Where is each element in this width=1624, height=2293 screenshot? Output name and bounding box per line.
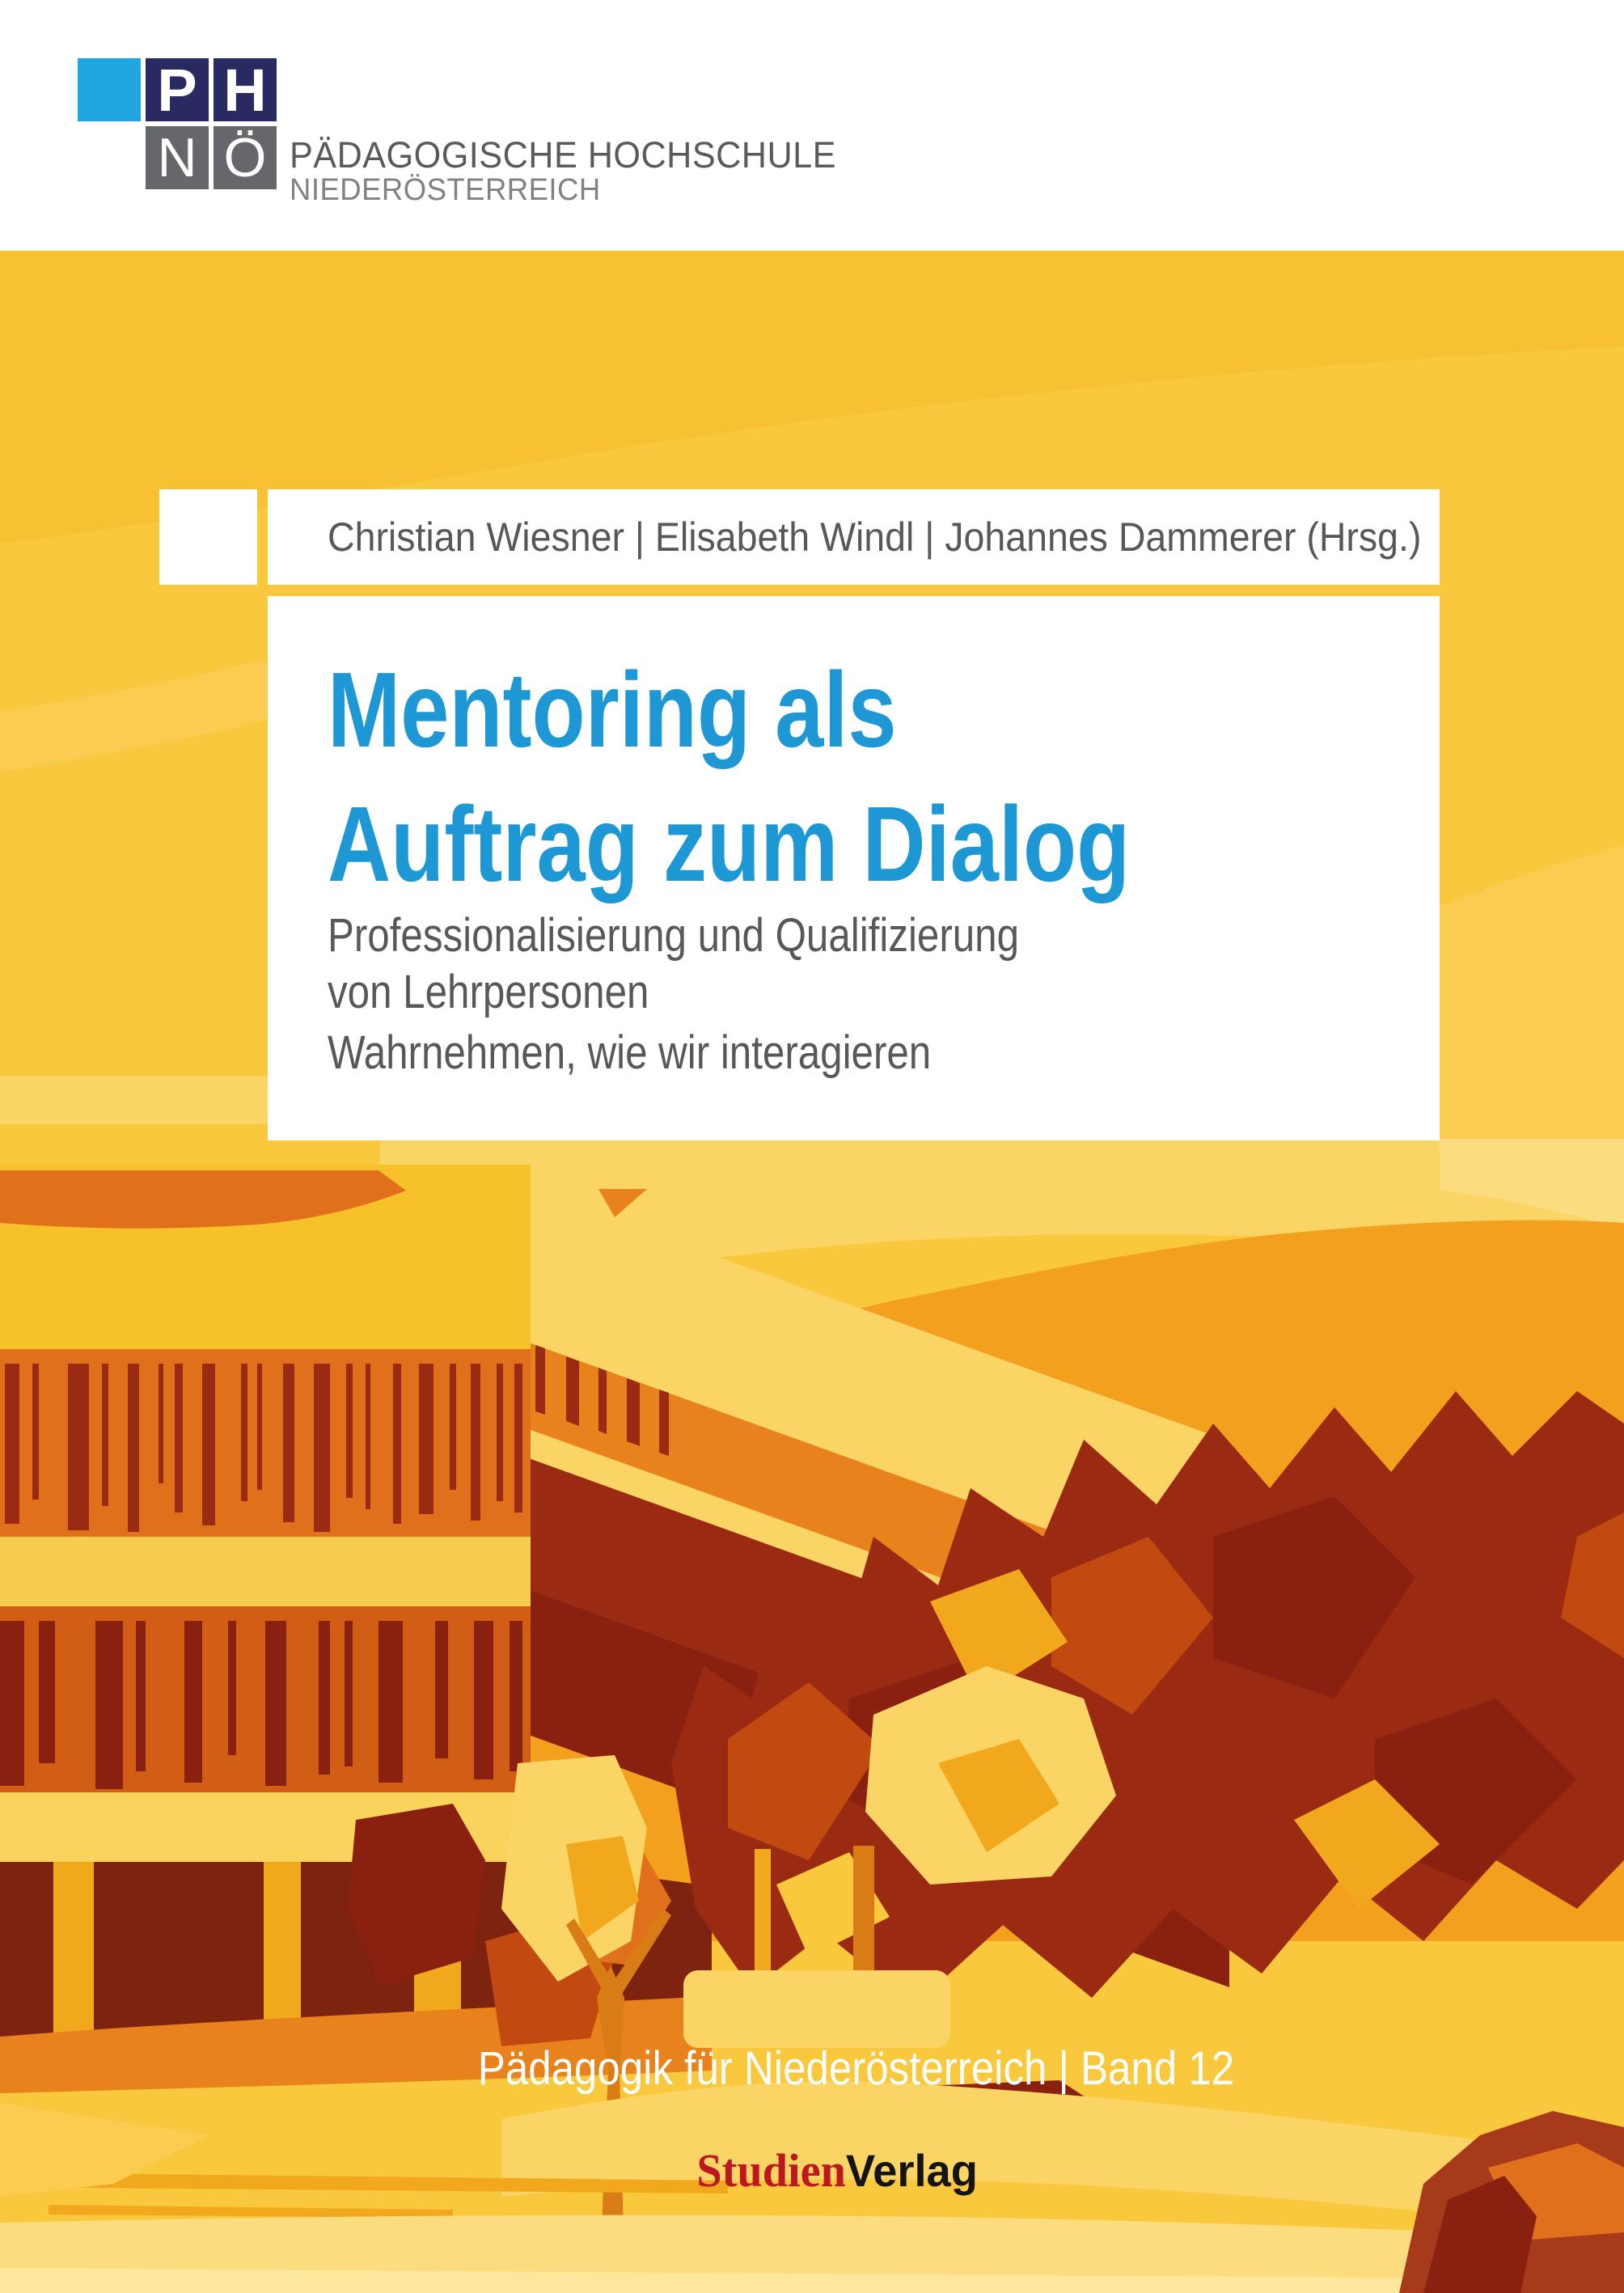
series-line: Pädagogik für Niederösterreich | Band 12 [477,2042,1234,2095]
institution-name: PÄDAGOGISCHE HOCHSCHULE [290,134,836,176]
logo-letter-oe: Ö [214,126,277,189]
book-title [328,643,1130,912]
header-band [0,0,1624,251]
book-title-line1: Mentoring als [328,650,897,769]
decorative-white-square [159,489,257,585]
logo-letter-h: H [214,58,277,121]
publisher-logo [50,2143,1624,2198]
book-subtitle-line2: von Lehrpersonen [328,966,649,1018]
series-line-wrapper [87,2041,1624,2096]
book-tagline: Wahrnehmen, wie wir interagieren [328,1026,932,1079]
book-subtitle [328,907,1019,1021]
title-panel [268,596,1440,1140]
authors-panel [268,489,1440,585]
book-subtitle-line1: Professionalisierung und Qualifizierung [328,909,1020,962]
authors-line: Christian Wiesner | Elisabeth Windl | Johannes Dammerer (Hrsg.) [328,514,1422,560]
publisher-verlag: Verlag [845,2145,978,2196]
logo-letter-n: N [146,126,209,189]
pillar [264,1862,301,2037]
logo-empty-cell [78,126,141,189]
institution-region: NIEDERÖSTERREICH [290,173,601,207]
publisher-studien: Studien [696,2144,846,2197]
window-band-upper [0,1349,531,1537]
ph-noe-logo [78,58,277,189]
book-title-line2: Auftrag zum Dialog [328,785,1131,903]
window-band-lower [0,1606,531,1792]
shelter-shape [683,1970,950,2048]
logo-letter-p: P [146,58,209,121]
pillar [53,1862,94,2037]
logo-blue-square [78,58,141,121]
